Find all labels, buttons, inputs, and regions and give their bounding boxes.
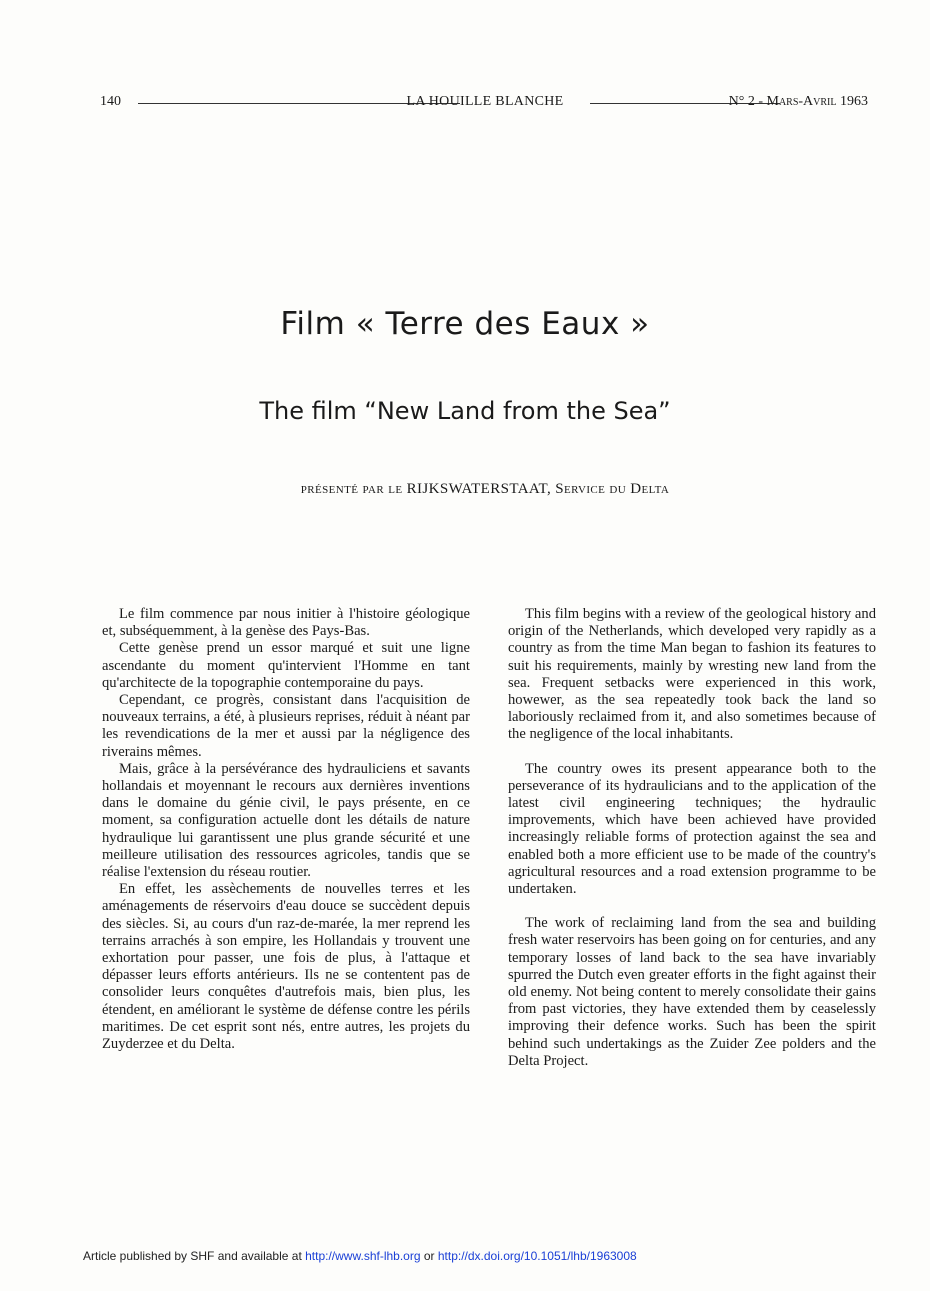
paragraph: Cette genèse prend un essor marqué et suit une ligne ascendante du moment qu'intervient l'Homme en tant qu'architecte de la topographie contemporaine du pays.: [102, 640, 470, 691]
english-column: [508, 606, 876, 1087]
paragraph: This film begins with a review of the geological history and origin of the Netherlands, which developed very rapidly as a country as from the time Man began to fashion its features to suit his requirements, mainly by wresting new land from the sea. Frequent setbacks were experienced in this work, howewer, as the sea repeatedly took back the land so laboriously reclaimed from it, and also sometimes because of the negligence of the local inhabitants.: [508, 606, 876, 743]
shf-link[interactable]: http://www.shf-lhb.org: [305, 1249, 421, 1263]
issue-info: N° 2 - Mars-Avril 1963: [728, 94, 868, 109]
publication-footer: [83, 1249, 637, 1263]
paragraph: The work of reclaiming land from the sea and building fresh water reservoirs has been going on for centuries, and any temporary losses of land back to the sea have invariably spurred the Dutch even greater efforts in the fight against their old enemy. Not being content to merely consolidate their gains from past victories, they have extended them by ceaselessly improving their defence works. Such has been the spirit behind such undertakings as the Zuider Zee polders and the Delta Project.: [508, 915, 876, 1069]
article-subtitle: The film “New Land from the Sea”: [259, 397, 671, 425]
article-title: Film « Terre des Eaux »: [280, 306, 650, 342]
paragraph: En effet, les assèchements de nouvelles terres et les aménagements de réservoirs d'eau douce se succèdent depuis des siècles. Si, au cours d'un raz-de-marée, la mer reprend les terrains arrachés à son empire, les Hollandais y trouvent une exhortation pour passer, une fois de plus, à l'attaque et dépasser leurs efforts antérieurs. Ils ne se contentent pas de consolider leurs conquêtes d'autrefois mais, bien plus, les étendent, en améliorant le système de défense contre les périls maritimes. De cet esprit sont nés, entre autres, les projets du Zuyderzee et du Delta.: [102, 881, 470, 1053]
doi-link[interactable]: http://dx.doi.org/10.1051/lhb/1963008: [437, 1249, 637, 1263]
running-header: [100, 92, 868, 114]
paragraph: Mais, grâce à la persévérance des hydrauliciens et savants hollandais et moyennant le recours aux dernières inventions dans le domaine du génie civil, le pays présente, en ce moment, sa configuration actuelle dont les détails de nature hydraulique lui garantissent une plus grande sécurité et une meilleure utilisation des ressources agricoles, tandis que se réalise l'extension du réseau routier.: [102, 760, 470, 881]
page-number: 140: [100, 94, 121, 109]
french-column: [102, 606, 470, 1053]
presenter-line: présenté par le RIJKSWATERSTAAT, Service du Delta: [300, 481, 670, 497]
paragraph: Le film commence par nous initier à l'histoire géologique et, subséquemment, à la genèse des Pays-Bas.: [102, 606, 470, 640]
paragraph: The country owes its present appearance both to the perseverance of its hydraulicians and to the application of the latest civil engineering techniques; the hydraulic improvements, which have been achieved have provided increasingly reliable forms of protection against the sea and enabled both a more efficient use to be made of the country's agricultural resources and a road extension programme to be undertaken.: [508, 760, 876, 898]
footer-text-or: or: [420, 1249, 438, 1263]
journal-name: LA HOUILLE BLANCHE: [406, 94, 564, 109]
paragraph: Cependant, ce progrès, consistant dans l'acquisition de nouveaux terrains, a été, à plusieurs reprises, réduit à néant par les revendications de la mer et aussi par la négligence des riverains mêmes.: [102, 692, 470, 760]
footer-text: Article published by SHF and available at: [83, 1249, 306, 1263]
